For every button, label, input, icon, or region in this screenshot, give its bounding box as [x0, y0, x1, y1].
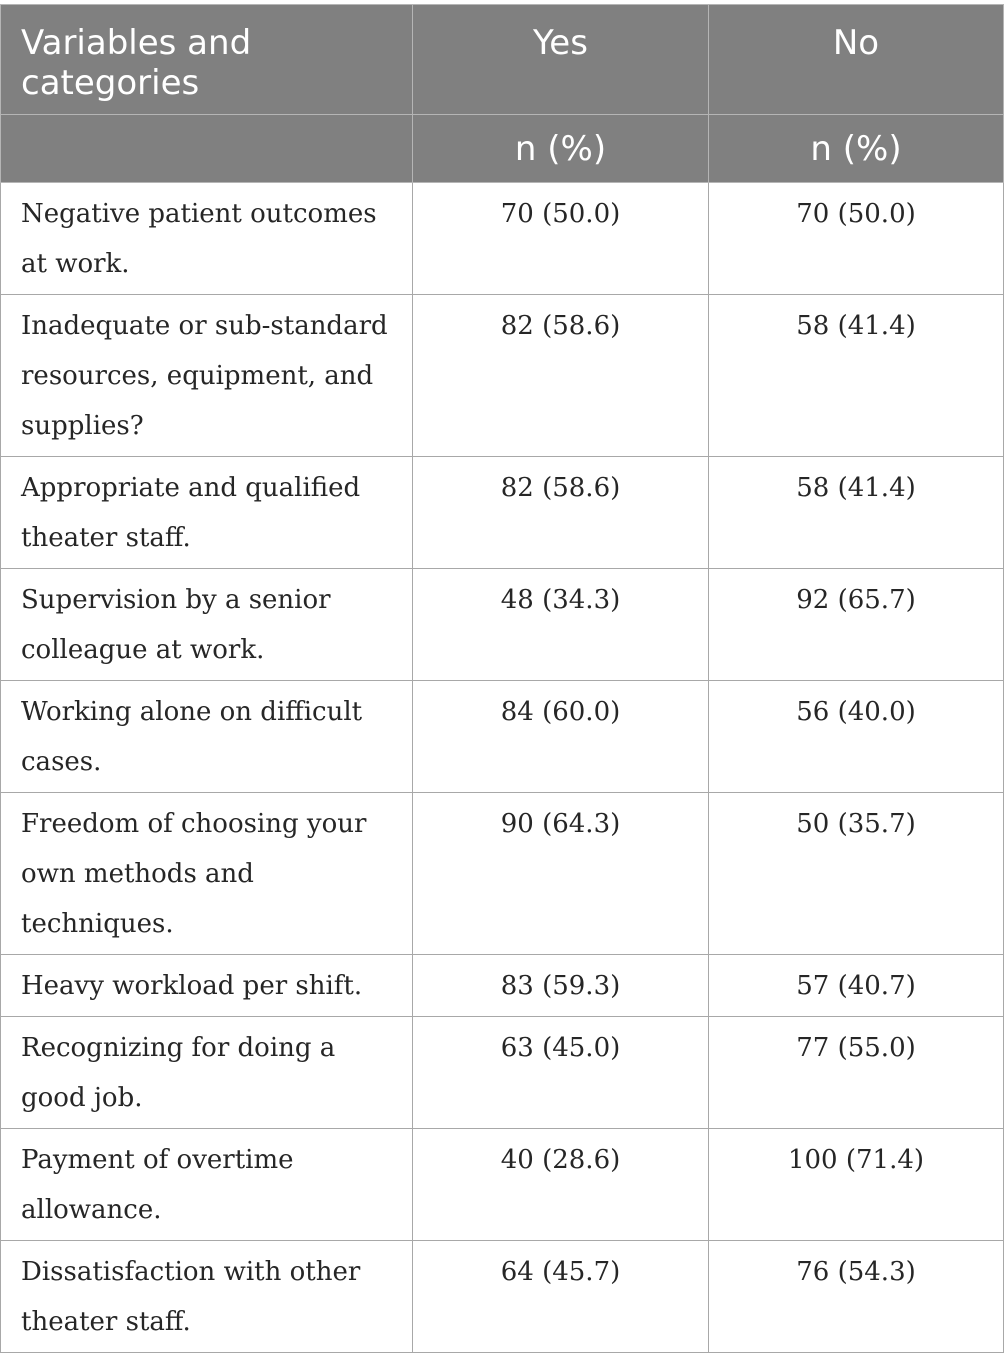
row-no-value: 100 (71.4) — [709, 1129, 1004, 1241]
table-row — [1, 1017, 1004, 1129]
row-yes-value: 84 (60.0) — [413, 681, 709, 793]
table-row — [1, 1129, 1004, 1241]
header-variables: Variables and categories — [1, 5, 413, 115]
table-row — [1, 569, 1004, 681]
data-table — [0, 4, 1004, 1353]
table-row — [1, 681, 1004, 793]
table-row — [1, 457, 1004, 569]
row-no-value: 57 (40.7) — [709, 955, 1004, 1017]
header-yes: Yes — [413, 5, 709, 115]
row-label: Appropriate and qualified theater staff. — [1, 457, 413, 569]
table-body — [1, 183, 1004, 1353]
row-yes-value: 83 (59.3) — [413, 955, 709, 1017]
row-label: Negative patient outcomes at work. — [1, 183, 413, 295]
row-label: Freedom of choosing your own methods and techniques. — [1, 793, 413, 955]
row-label: Recognizing for doing a good job. — [1, 1017, 413, 1129]
row-label: Heavy workload per shift. — [1, 955, 413, 1017]
row-yes-value: 70 (50.0) — [413, 183, 709, 295]
header-no: No — [709, 5, 1004, 115]
row-no-value: 92 (65.7) — [709, 569, 1004, 681]
row-yes-value: 48 (34.3) — [413, 569, 709, 681]
subheader-yes: n (%) — [413, 115, 709, 183]
row-no-value: 58 (41.4) — [709, 457, 1004, 569]
row-yes-value: 64 (45.7) — [413, 1241, 709, 1353]
table-row — [1, 183, 1004, 295]
row-yes-value: 90 (64.3) — [413, 793, 709, 955]
table-row — [1, 295, 1004, 457]
table-row — [1, 955, 1004, 1017]
row-yes-value: 63 (45.0) — [413, 1017, 709, 1129]
subheader-no: n (%) — [709, 115, 1004, 183]
row-label: Dissatisfaction with other theater staff. — [1, 1241, 413, 1353]
table-row — [1, 1241, 1004, 1353]
row-yes-value: 40 (28.6) — [413, 1129, 709, 1241]
table-header — [1, 5, 1004, 183]
row-label: Inadequate or sub-standard resources, equipment, and supplies? — [1, 295, 413, 457]
row-no-value: 50 (35.7) — [709, 793, 1004, 955]
row-label: Supervision by a senior colleague at work. — [1, 569, 413, 681]
row-label: Working alone on difficult cases. — [1, 681, 413, 793]
row-label: Payment of overtime allowance. — [1, 1129, 413, 1241]
row-no-value: 70 (50.0) — [709, 183, 1004, 295]
row-no-value: 76 (54.3) — [709, 1241, 1004, 1353]
row-yes-value: 82 (58.6) — [413, 295, 709, 457]
row-no-value: 58 (41.4) — [709, 295, 1004, 457]
subheader-row — [1, 115, 1004, 183]
row-yes-value: 82 (58.6) — [413, 457, 709, 569]
row-no-value: 56 (40.0) — [709, 681, 1004, 793]
table-row — [1, 793, 1004, 955]
row-no-value: 77 (55.0) — [709, 1017, 1004, 1129]
header-row — [1, 5, 1004, 115]
subheader-empty — [1, 115, 413, 183]
